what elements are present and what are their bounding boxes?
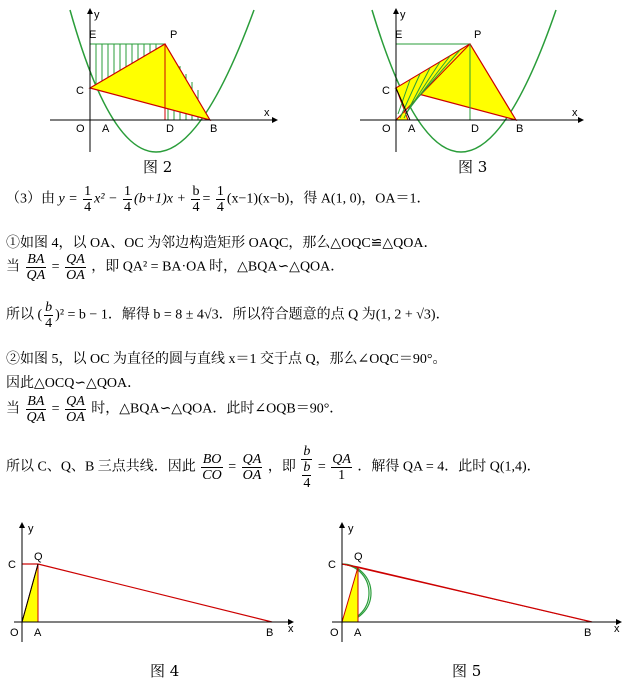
fig5-label-O: O	[330, 627, 339, 639]
line-1: （3）由 y = $\frac{1}{4}$ x² − $\frac{1}{4}$ (b+1)x + $\frac{b}{4}$ = $\frac{1}{4}$ (x−1)(x−b)，得 A(1, 0)，OA＝1．	[6, 184, 431, 215]
figure-2-caption: 图 2	[143, 158, 173, 176]
fig4-label-O: O	[10, 627, 19, 639]
fig2-label-E: E	[89, 29, 97, 41]
fig4-label-Q: Q	[34, 551, 43, 563]
fig4-label-C: C	[8, 559, 16, 571]
line-6: 因此△OCQ∽△QOA．	[6, 376, 142, 391]
fig2-label-D: D	[166, 123, 174, 135]
line-8: 所以 C、Q、B 三点共线．因此 $\frac{BO}{CO}$ = $\frac{QA}{OA}$ ，即 $\frac{b}{\frac{b}{4}}$ = $\frac{QA}{1}$ ．解得 QA = 4．此时 Q(1,4)．	[6, 444, 541, 491]
fig3-label-P: P	[474, 29, 482, 41]
fig5-label-y: y	[348, 523, 354, 535]
fig2-label-y: y	[94, 9, 100, 21]
fig3-label-D: D	[471, 123, 479, 135]
fig2-label-A: A	[102, 123, 110, 135]
figure-5-caption: 图 5	[452, 662, 482, 680]
fig2-label-x: x	[264, 107, 270, 119]
line-7: 当 $\frac{BA}{QA}$ = $\frac{QA}{OA}$ 时，△BQA∽△QOA．此时∠OQB＝90°．	[6, 394, 344, 425]
fig2-label-O: O	[76, 123, 85, 135]
figure-5	[322, 518, 634, 646]
fig3-label-A: A	[408, 123, 416, 135]
fig5-label-A: A	[354, 627, 362, 639]
fig5-label-B: B	[584, 627, 592, 639]
fig3-label-E: E	[395, 29, 403, 41]
fig3-label-x: x	[572, 107, 578, 119]
figure-2	[40, 4, 280, 154]
figure-4	[4, 518, 304, 646]
line-3: 当 $\frac{BA}{QA}$ = $\frac{QA}{OA}$ ，即 QA² = BA·OA 时，△BQA∽△QOA．	[6, 252, 345, 283]
fig3-label-y: y	[400, 9, 406, 21]
figure-3-caption: 图 3	[458, 158, 488, 176]
fig5-label-C: C	[328, 559, 336, 571]
fig3-label-O: O	[382, 123, 391, 135]
fig4-label-A: A	[34, 627, 42, 639]
figure-4-caption: 图 4	[150, 662, 180, 680]
line-4: 所以 ( $\frac{b}{4}$ )² = b − 1．解得 b = 8 ± 4√3．所以符合题意的点 Q 为(1, 2 + √3)．	[6, 300, 450, 331]
figure-3	[350, 4, 590, 154]
fig2-label-B: B	[210, 123, 218, 135]
fig4-label-x: x	[288, 623, 294, 635]
line-2: ①如图 4，以 OA、OC 为邻边构造矩形 OAQC，那么△OQC≌△QOA．	[6, 236, 438, 251]
fig2-label-C: C	[76, 85, 84, 97]
fig2-label-P: P	[170, 29, 178, 41]
fig4-label-y: y	[28, 523, 34, 535]
fig4-label-B: B	[266, 627, 274, 639]
fig3-label-B: B	[516, 123, 524, 135]
fig3-label-C: C	[382, 85, 390, 97]
fig5-label-x: x	[614, 623, 620, 635]
fig5-label-Q: Q	[354, 551, 363, 563]
line-5: ②如图 5，以 OC 为直径的圆与直线 x＝1 交于点 Q，那么∠OQC＝90°。	[6, 352, 447, 367]
